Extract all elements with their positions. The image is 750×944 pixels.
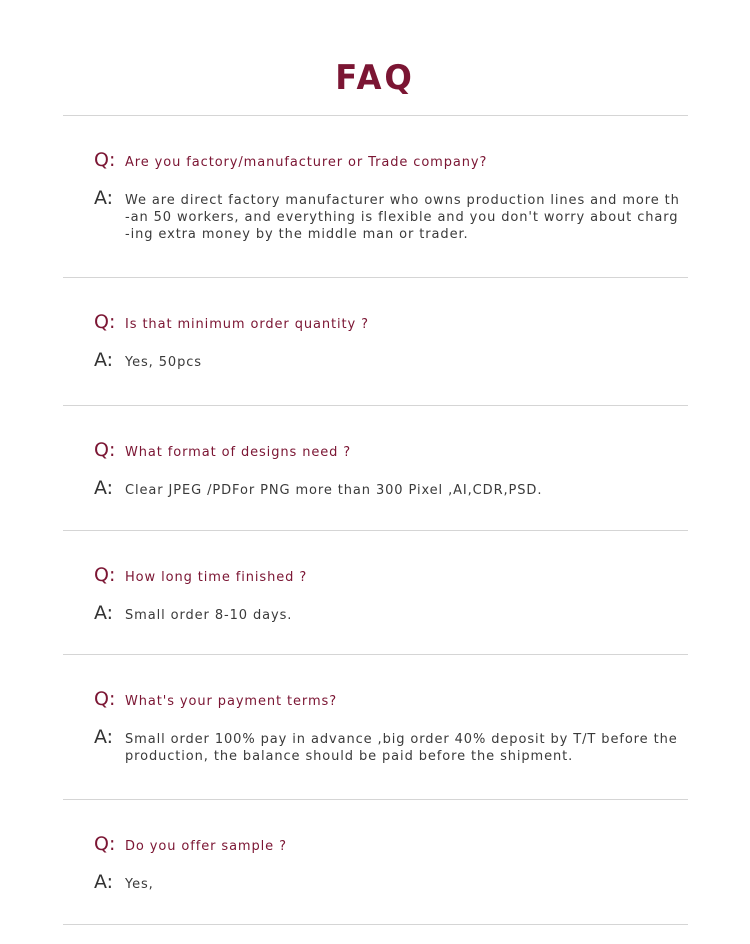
divider xyxy=(63,924,688,925)
divider xyxy=(63,530,688,531)
answer-row xyxy=(94,871,684,893)
faq-item xyxy=(94,564,684,624)
question-row xyxy=(94,149,684,171)
question-row xyxy=(94,311,684,333)
question-row xyxy=(94,439,684,461)
page-title: FAQ xyxy=(335,58,415,98)
question-row xyxy=(94,833,684,855)
answer-marker: A: xyxy=(94,187,114,209)
answer-line: production, the balance should be paid before the shipment. xyxy=(125,749,574,764)
question-marker: Q: xyxy=(94,149,116,171)
divider xyxy=(63,654,688,655)
answer-line: Small order 100% pay in advance ,big order 40% deposit by T/T before the xyxy=(125,732,678,747)
question-marker: Q: xyxy=(94,564,116,586)
divider xyxy=(63,799,688,800)
divider xyxy=(63,277,688,278)
faq-item xyxy=(94,439,684,499)
faq-item xyxy=(94,833,684,893)
question-marker: Q: xyxy=(94,688,116,710)
question-text: How long time finished ? xyxy=(125,570,308,585)
question-marker: Q: xyxy=(94,311,116,333)
answer-row xyxy=(94,477,684,499)
answer-line: Clear JPEG /PDFor PNG more than 300 Pixel ,AI,CDR,PSD. xyxy=(125,483,543,498)
answer-marker: A: xyxy=(94,871,114,893)
question-row xyxy=(94,564,684,586)
answer-marker: A: xyxy=(94,477,114,499)
question-marker: Q: xyxy=(94,833,116,855)
question-marker: Q: xyxy=(94,439,116,461)
question-text: Do you offer sample ? xyxy=(125,839,287,854)
answer-line: Yes, 50pcs xyxy=(125,355,202,370)
question-row xyxy=(94,688,684,710)
answer-line: Small order 8-10 days. xyxy=(125,608,293,623)
question-text: Are you factory/manufacturer or Trade company? xyxy=(125,155,488,170)
question-text: Is that minimum order quantity ? xyxy=(125,317,369,332)
answer-marker: A: xyxy=(94,349,114,371)
answer-marker: A: xyxy=(94,602,114,624)
question-text: What's your payment terms? xyxy=(125,694,337,709)
answer-marker: A: xyxy=(94,726,114,748)
faq-item xyxy=(94,149,684,243)
faq-item xyxy=(94,688,684,765)
answer-row xyxy=(94,187,684,243)
question-text: What format of designs need ? xyxy=(125,445,352,460)
answer-row xyxy=(94,602,684,624)
divider xyxy=(63,405,688,406)
answer-line: Yes, xyxy=(125,877,154,892)
answer-line: We are direct factory manufacturer who owns production lines and more th xyxy=(125,193,680,208)
answer-row xyxy=(94,726,684,765)
answer-row xyxy=(94,349,684,371)
answer-line: -an 50 workers, and everything is flexible and you don't worry about charg xyxy=(125,210,679,225)
faq-item xyxy=(94,311,684,371)
answer-line: -ing extra money by the middle man or trader. xyxy=(125,227,469,242)
divider xyxy=(63,115,688,116)
